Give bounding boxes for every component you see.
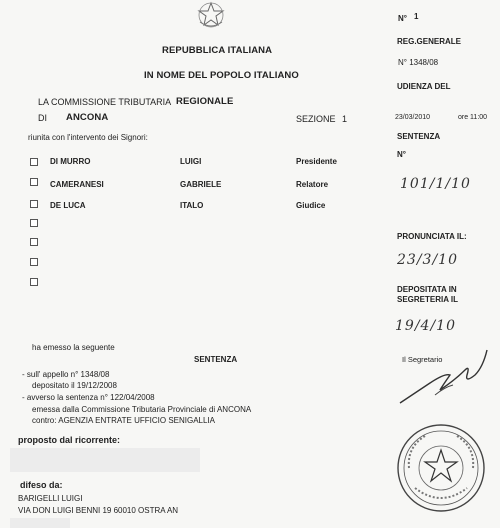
member-surname: DI MURRO bbox=[50, 157, 91, 166]
empty-member-checkbox[interactable] bbox=[30, 238, 38, 246]
sentenza-number-handwritten: 101/1/10 bbox=[400, 176, 471, 192]
n-label: N° bbox=[398, 14, 407, 23]
empty-member-checkbox[interactable] bbox=[30, 278, 38, 286]
appeal-line-3: - avverso la sentenza n° 122/04/2008 bbox=[22, 393, 155, 402]
reg-generale-label: REG.GENERALE bbox=[397, 37, 462, 46]
member-name: LUIGI bbox=[180, 157, 202, 166]
member-role: Relatore bbox=[296, 180, 329, 189]
member-surname: DE LUCA bbox=[50, 201, 86, 210]
member-role: Giudice bbox=[296, 201, 326, 210]
appeal-line-1: - sull' appello n° 1348/08 bbox=[22, 370, 110, 379]
people-title: IN NOME DEL POPOLO ITALIANO bbox=[144, 70, 299, 81]
member-checkbox[interactable] bbox=[30, 178, 38, 186]
udienza-time: ore 11:00 bbox=[458, 114, 488, 121]
appeal-line-5: contro: AGENZIA ENTRATE UFFICIO SENIGALLIA bbox=[32, 416, 216, 425]
member-checkbox[interactable] bbox=[30, 200, 38, 208]
republic-title: REPUBBLICA ITALIANA bbox=[162, 45, 273, 56]
udienza-label: UDIENZA DEL bbox=[397, 82, 451, 91]
pronunciata-label: PRONUNCIATA IL: bbox=[397, 232, 467, 241]
lawyer-name: BARIGELLI LUIGI bbox=[18, 494, 83, 503]
depositata-label-2: SEGRETERIA IL bbox=[397, 295, 459, 304]
member-surname: CAMERANESI bbox=[50, 180, 104, 189]
difeso-label: difeso da: bbox=[20, 480, 63, 490]
member-name: ITALO bbox=[180, 201, 204, 210]
section-label: SEZIONE bbox=[296, 114, 336, 124]
city-name: ANCONA bbox=[66, 112, 109, 123]
member-name: GABRIELE bbox=[180, 180, 222, 189]
appeal-line-4: emessa dalla Commissione Tributaria Provinciale di ANCONA bbox=[32, 405, 252, 414]
segretario-label: Il Segretario bbox=[402, 355, 443, 364]
empty-member-checkbox[interactable] bbox=[30, 258, 38, 266]
appeal-line-2: depositato il 19/12/2008 bbox=[32, 381, 117, 390]
member-checkbox[interactable] bbox=[30, 158, 38, 166]
commission-label: LA COMMISSIONE TRIBUTARIA bbox=[38, 97, 172, 107]
reg-generale-value: N° 1348/08 bbox=[398, 58, 439, 67]
n-value: 1 bbox=[414, 12, 419, 21]
sentenza-title: SENTENZA bbox=[194, 355, 238, 364]
empty-member-checkbox[interactable] bbox=[30, 219, 38, 227]
official-seal-stamp bbox=[395, 422, 487, 514]
depositata-label-1: DEPOSITATA IN bbox=[397, 285, 457, 294]
section-number: 1 bbox=[342, 114, 348, 124]
udienza-date: 23/03/2010 bbox=[395, 114, 431, 121]
proposto-label: proposto dal ricorrente: bbox=[18, 435, 121, 445]
member-role: Presidente bbox=[296, 157, 337, 166]
city-prefix: DI bbox=[38, 113, 47, 123]
lawyer-address: VIA DON LUIGI BENNI 19 60010 OSTRA AN bbox=[18, 506, 179, 515]
redacted-bottom bbox=[10, 518, 70, 528]
emesso-text: ha emesso la seguente bbox=[32, 343, 115, 352]
redacted-claimant bbox=[10, 448, 200, 472]
secretary-signature bbox=[395, 345, 490, 410]
sentenza-label: SENTENZA bbox=[397, 132, 441, 141]
depositata-date-handwritten: 19/4/10 bbox=[395, 318, 456, 334]
sentenza-n-label: N° bbox=[397, 150, 406, 159]
commission-type: REGIONALE bbox=[176, 96, 234, 107]
republic-emblem bbox=[197, 0, 225, 30]
pronunciata-date-handwritten: 23/3/10 bbox=[397, 252, 458, 268]
intro-text: riunita con l'intervento dei Signori: bbox=[28, 133, 148, 142]
